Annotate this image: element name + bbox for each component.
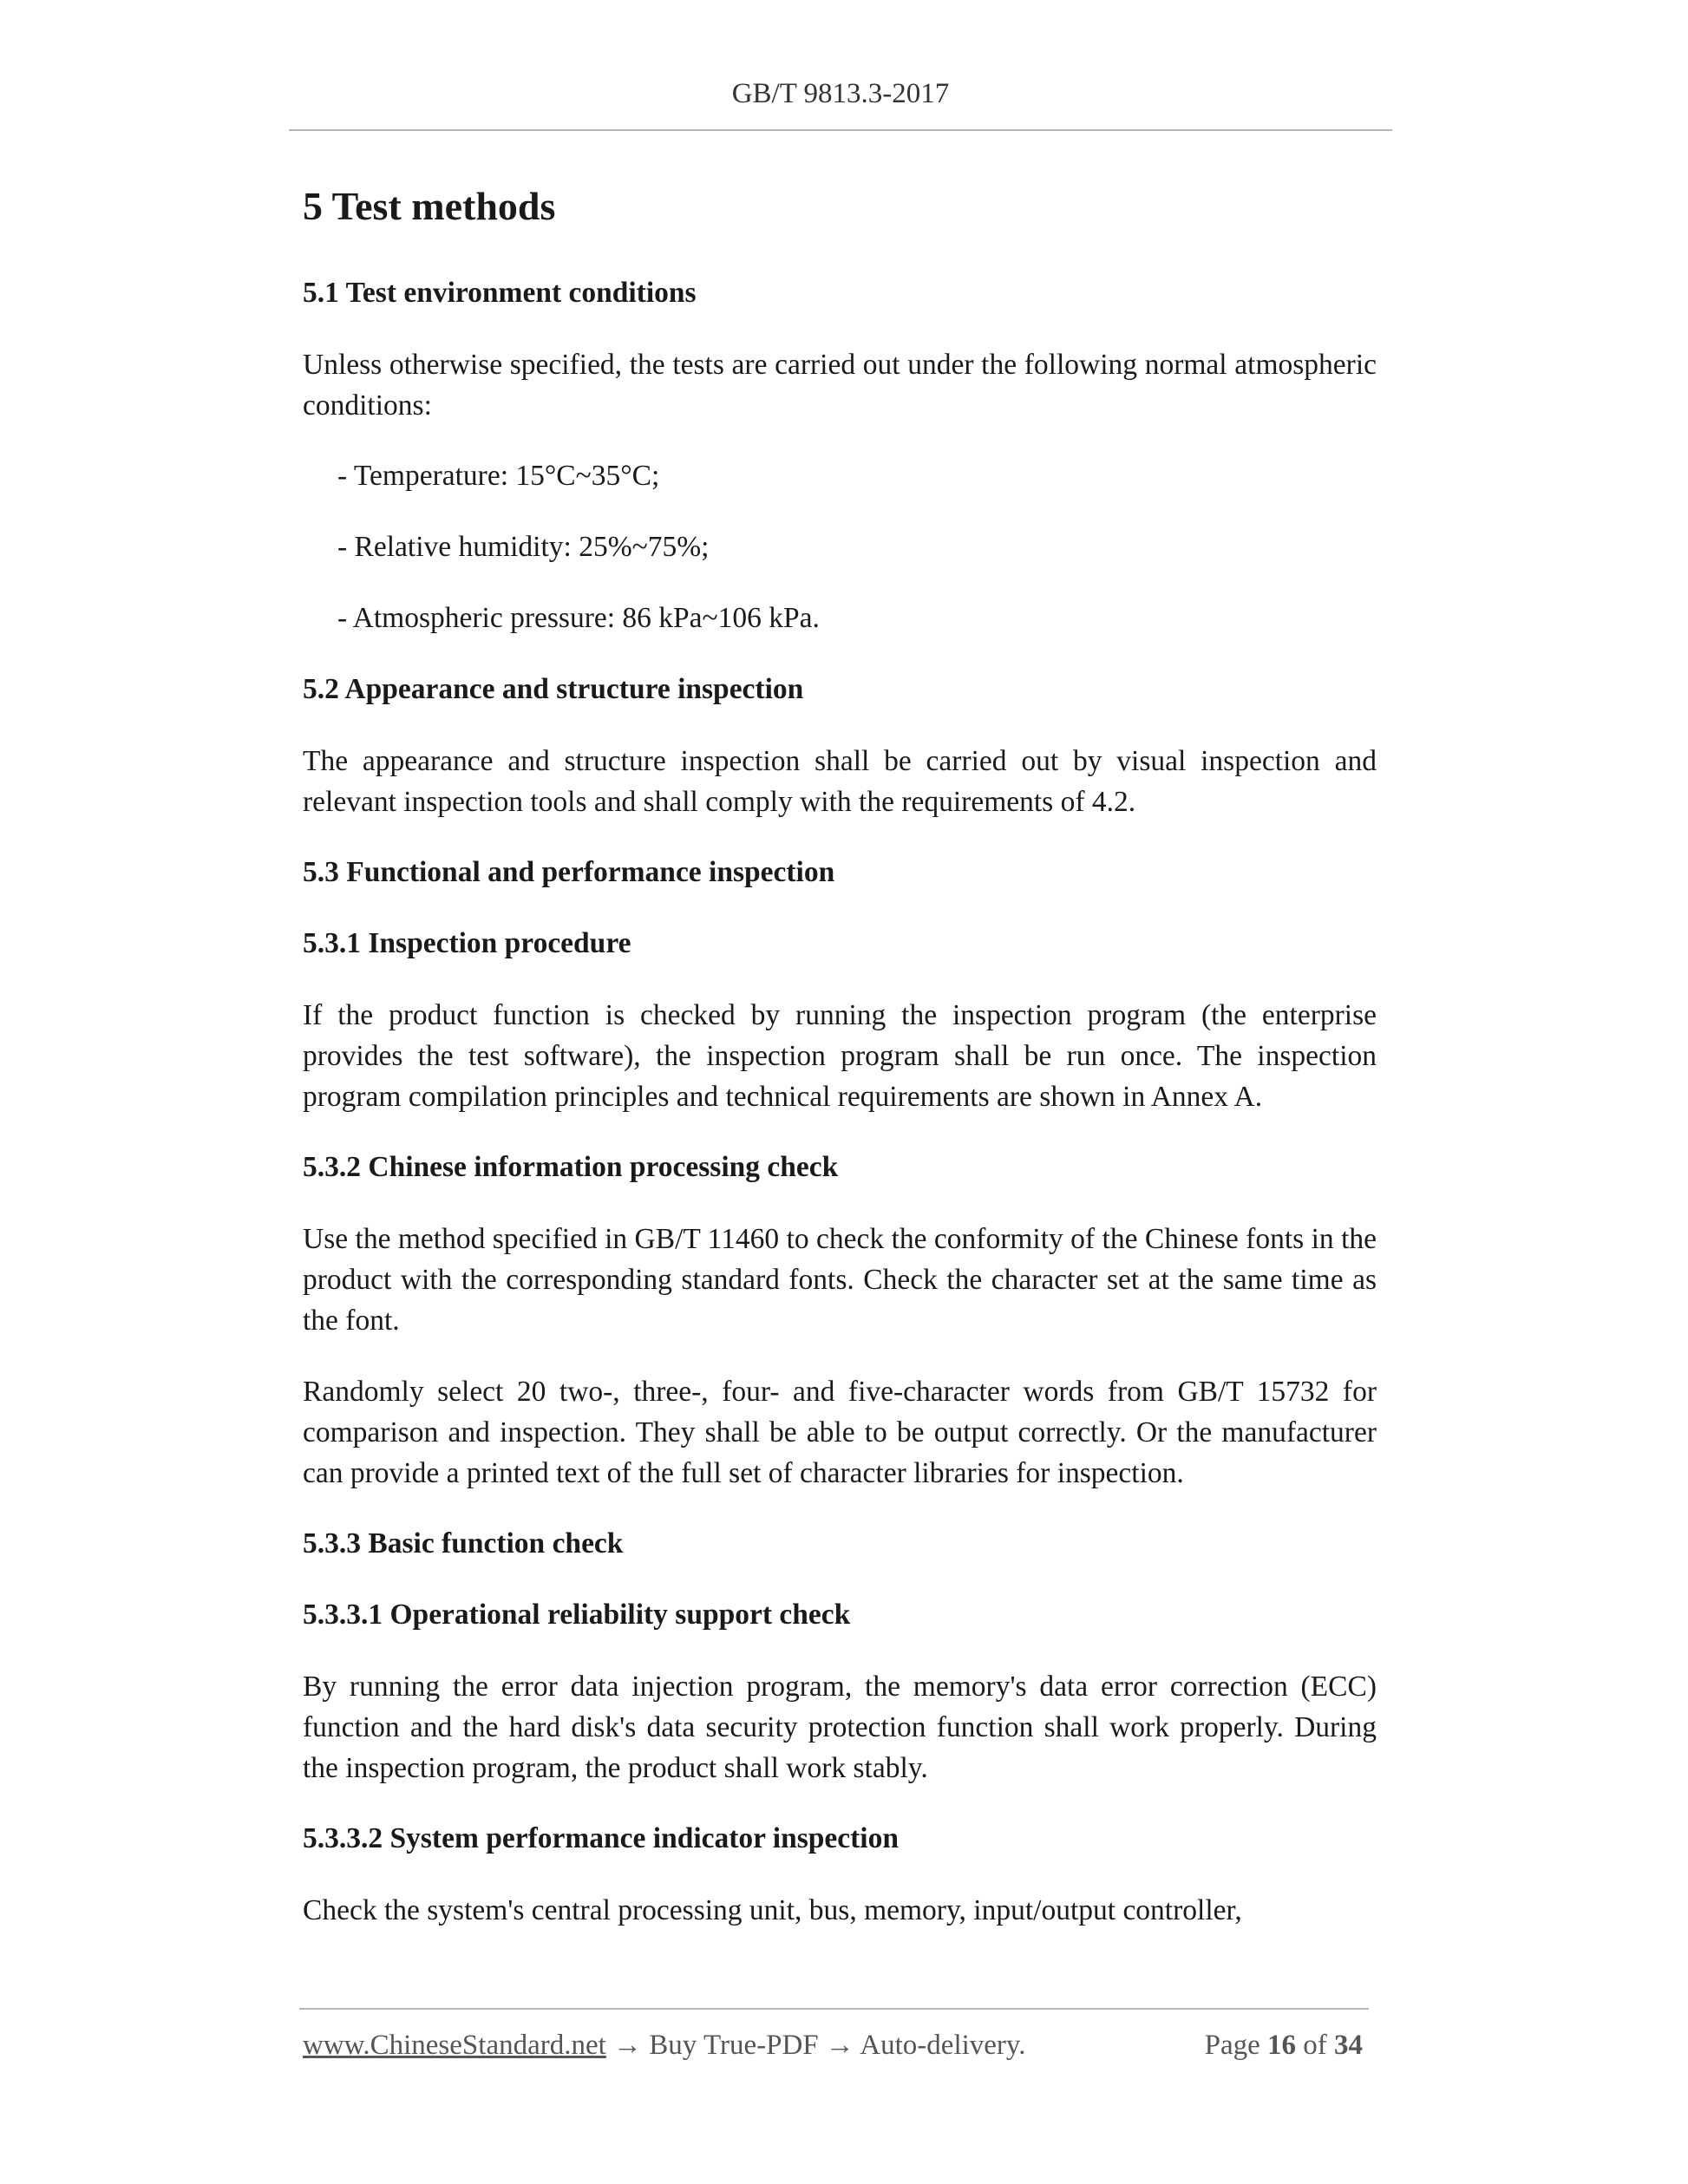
page-label: Page	[1204, 2030, 1260, 2061]
list-item-pressure: - Atmospheric pressure: 86 kPa~106 kPa.	[337, 602, 820, 634]
footer-tagline: → Buy True-PDF → Auto-delivery.	[605, 2030, 1026, 2061]
heading-5-3: 5.3 Functional and performance inspection	[303, 856, 835, 888]
heading-5-3-2: 5.3.2 Chinese information processing check	[303, 1151, 839, 1183]
paragraph-5-3-1: If the product function is checked by running the inspection program (the enterprise provides the test software), the inspection program shall be run once. The inspection program compilation principles and technical requirements are shown in Annex A.	[303, 999, 1377, 1113]
page-number	[1205, 2026, 1363, 2064]
heading-5-3-1: 5.3.1 Inspection procedure	[303, 927, 631, 959]
paragraph-5-3-2-b: Randomly select 20 two-, three-, four- and five-character words from GB/T 15732 for comparison and inspection. They shall be able to be output correctly. Or the manufacturer can provide a printed text of the full set of character libraries for inspection.	[303, 1376, 1377, 1489]
heading-5-3-3: 5.3.3 Basic function check	[303, 1527, 624, 1560]
paragraph-5-2: The appearance and structure inspection shall be carried out by visual inspection and relevant inspection tools and shall comply with the requirements of 4.2.	[303, 745, 1377, 818]
paragraph-5-1-intro: Unless otherwise specified, the tests are carried out under the following normal atmospheric conditions:	[303, 349, 1377, 422]
heading-5-1: 5.1 Test environment conditions	[303, 277, 697, 309]
paragraph-5-3-3-1: By running the error data injection program, the memory's data error correction (ECC) function and the hard disk's data security protection function shall work properly. During the inspection program, the product shall work stably.	[303, 1671, 1377, 1784]
list-item-humidity: - Relative humidity: 25%~75%;	[337, 531, 710, 563]
footer-promo	[303, 2026, 1026, 2064]
heading-5-3-3-2: 5.3.3.2 System performance indicator inspection	[303, 1822, 899, 1854]
page-of-label: of	[1303, 2030, 1327, 2061]
list-item-temperature: - Temperature: 15°C~35°C;	[337, 460, 660, 492]
header-divider	[289, 129, 1392, 131]
paragraph-5-3-2-a: Use the method specified in GB/T 11460 to check the conformity of the Chinese fonts in the product with the corresponding standard fonts. Check the character set at the same time as the font.	[303, 1223, 1377, 1337]
heading-5-3-3-1: 5.3.3.1 Operational reliability support check	[303, 1599, 851, 1631]
page-current: 16	[1267, 2030, 1296, 2061]
page-total: 34	[1334, 2030, 1363, 2061]
website-link[interactable]: www.ChineseStandard.net	[303, 2030, 606, 2061]
page-header: GB/T 9813.3-2017	[731, 78, 950, 109]
footer-divider	[299, 2008, 1369, 2010]
document-body	[303, 178, 1377, 1961]
heading-5-2: 5.2 Appearance and structure inspection	[303, 673, 804, 705]
paragraph-5-3-3-2: Check the system's central processing unit, bus, memory, input/output controller,	[303, 1894, 1242, 1926]
section-title: 5 Test methods	[303, 184, 556, 228]
